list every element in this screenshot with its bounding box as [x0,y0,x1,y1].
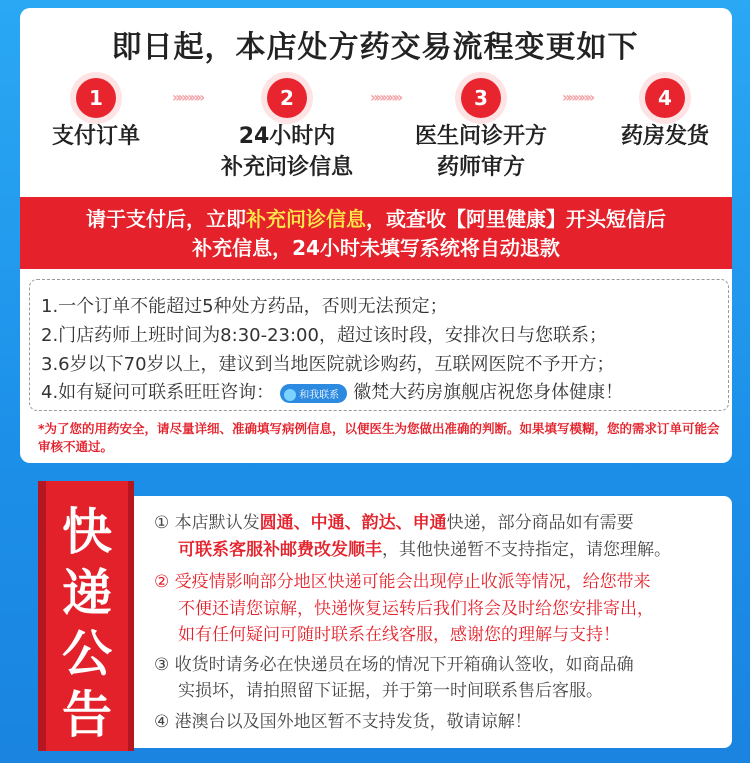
note-line-4 [41,378,623,404]
express-item-3-line2: 实损坏，请拍照留下证据，并于第一时间联系售后客服。 [178,681,603,701]
express-item-1-line1 [154,508,634,533]
step-arrow-3: »»»»» [562,90,593,106]
step-arrow-2: »»»»» [370,90,401,106]
step-3-number: 3 [461,78,501,118]
banner-part1: 请于支付后，立即 [86,207,246,231]
express-tag-char-2: 递 [62,564,112,622]
express-item-2-line1: ② 受疫情影响部分地区快递可能会出现停止收派等情况，给您带来 [154,572,651,592]
chat-badge-label: 和我联系 [299,389,340,401]
note-line-3: 3.6岁以下70岁以上，建议到当地医院就诊购药，互联网医院不予开方； [41,354,615,375]
express-tag-char-1: 快 [62,503,112,561]
step-3-label-line1: 医生问诊开方 [414,124,547,149]
step-4-label-line1: 药房发货 [620,124,709,149]
chat-icon [284,389,296,401]
banner-line2: 补充信息，24小时未填写系统将自动退款 [192,236,560,260]
note-line-4-post: 徽梵大药房旗舰店祝您身体健康！ [353,382,624,403]
express-item1-c: 快递，部分商品如有需要 [446,513,634,533]
express-tag-char-3: 公 [62,625,112,683]
step-2-label-line1: 24小时内 [238,124,336,149]
express-item1-e: ，其他快递暂不支持指定，请您理解。 [382,540,671,560]
chat-contact-button[interactable] [280,384,347,403]
express-item-4: ④ 港澳台以及国外地区暂不支持发货，敬请谅解！ [154,712,532,732]
step-4-number: 4 [645,78,685,118]
step-3-label [401,121,561,183]
note-line-2: 2.门店药师上班时间为8:30-23:00，超过该时段，安排次日与您联系； [41,325,607,346]
express-item-2-line2: 不便还请您谅解，快递恢复运转后我们将会及时给您安排寄出， [178,599,654,619]
express-item-2-line3: 如有任何疑问可随时联系在线客服，感谢您的理解与支持！ [178,625,620,645]
step-2-label [207,121,367,183]
step-4-label [605,121,725,152]
step-1-label [36,121,156,152]
express-item1-b: 圆通、中通、韵达、申通 [259,513,447,533]
banner-text [20,205,732,263]
express-item1-d: 可联系客服补邮费改发顺丰 [178,540,382,560]
step-1-number: 1 [76,78,116,118]
express-tag-char-4: 告 [62,686,112,744]
page-title: 即日起，本店处方药交易流程变更如下 [111,30,639,65]
note-line-4-pre: 4.如有疑问可联系旺旺咨询： [41,382,275,403]
step-arrow-1: »»»»» [172,90,203,106]
warning-text: *为了您的用药安全，请尽量详细、准确填写病例信息，以便医生为您做出准确的判断。如果填写模糊，您的需求订单可能会审核不通过。 [38,421,720,454]
step-2-number: 2 [267,78,307,118]
step-1-label-line1: 支付订单 [51,124,140,149]
express-item-1-line2 [178,535,671,560]
banner-part2: ，或查收【阿里健康】开头短信后 [366,207,666,231]
step-2-label-line2: 补充问诊信息 [220,155,353,180]
express-item1-a: ① 本店默认发 [154,513,260,533]
banner-highlight: 补充问诊信息 [246,207,366,231]
express-item-3-line1: ③ 收货时请务必在快递员在场的情况下开箱确认签收，如商品确 [154,655,634,675]
step-3-label-line2: 药师审方 [436,155,525,180]
note-line-1: 1.一个订单不能超过5种处方药品，否则无法预定； [41,296,448,317]
